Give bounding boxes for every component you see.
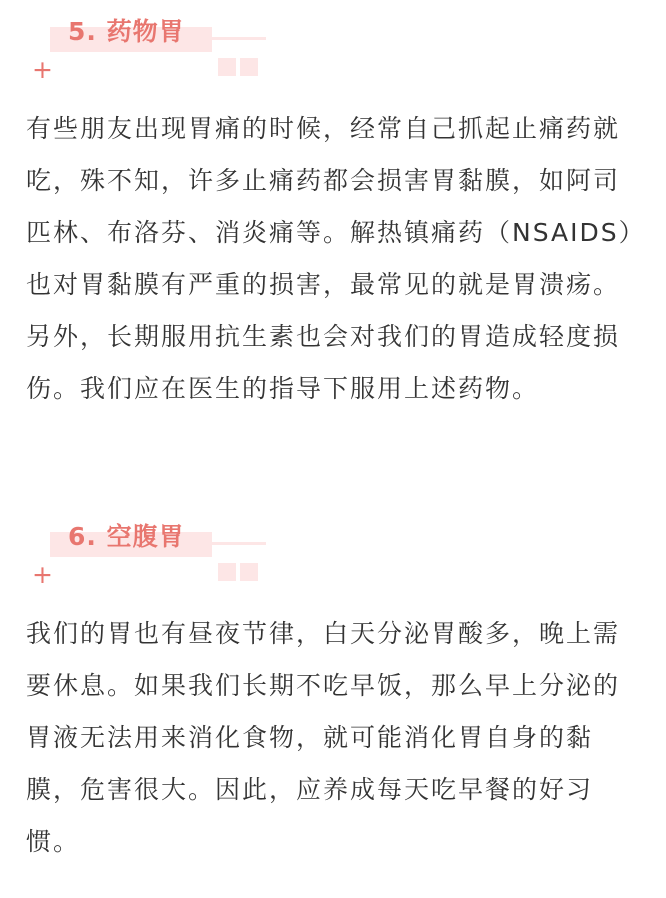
- decor-square: [240, 563, 258, 581]
- section-title: 5. 药物胃: [68, 17, 185, 46]
- heading-decor-line: [212, 37, 266, 40]
- section-empty-stomach: [0, 505, 666, 856]
- decor-square: [218, 563, 236, 581]
- section-drug-stomach: [0, 0, 666, 403]
- decor-square: [240, 58, 258, 76]
- heading-decor-line: [212, 542, 266, 545]
- decor-square: [218, 58, 236, 76]
- section-title: 6. 空腹胃: [68, 522, 185, 551]
- plus-icon: +: [32, 55, 53, 84]
- section-paragraph: 有些朋友出现胃痛的时候，经常自己抓起止痛药就吃，殊不知，许多止痛药都会损害胃黏膜，如阿司匹林、布洛芬、消炎痛等。解热镇痛药（NSAIDS）也对胃黏膜有严重的损害，最常见的就是胃溃疡。另外，长期服用抗生素也会对我们的胃造成轻度损伤。我们应在医生的指导下服用上述药物。: [26, 114, 646, 403]
- section-heading: [0, 0, 666, 100]
- plus-icon: +: [32, 560, 53, 589]
- section-paragraph: 我们的胃也有昼夜节律，白天分泌胃酸多，晚上需要休息。如果我们长期不吃早饭，那么早上分泌的胃液无法用来消化食物，就可能消化胃自身的黏膜，危害很大。因此，应养成每天吃早餐的好习惯。: [26, 619, 621, 856]
- section-heading: [0, 505, 666, 605]
